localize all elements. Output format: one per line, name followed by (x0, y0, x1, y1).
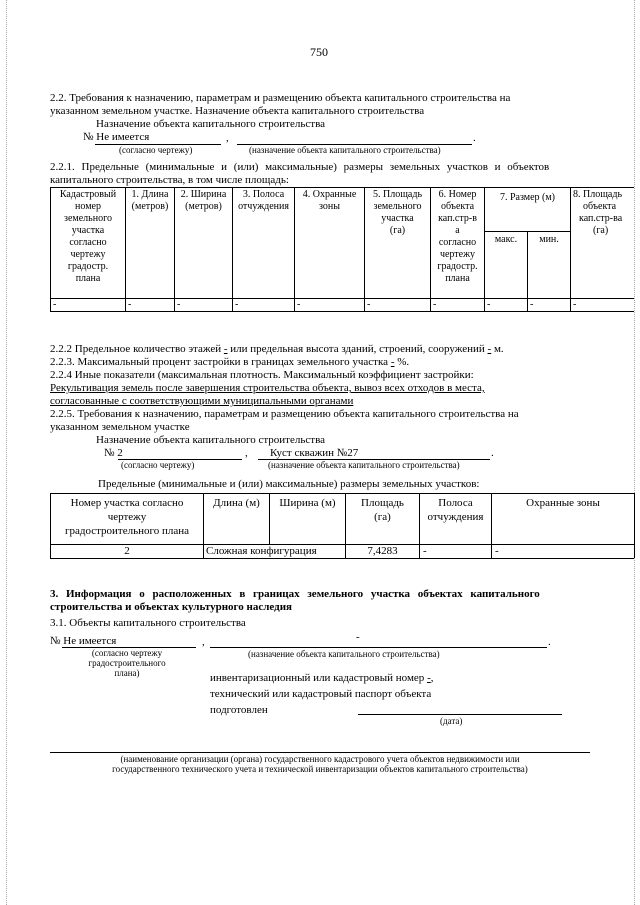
scan-edge-right (634, 0, 635, 905)
section-2-2-5-intro-line2: указанном земельном участке (50, 421, 190, 433)
table1-cell: - (128, 299, 132, 310)
table1-cell: - (177, 299, 181, 310)
table2-header-width (270, 496, 345, 510)
floors-value: - (223, 343, 228, 355)
section-3-objects-label: 3.1. Объекты капитального строительства (50, 617, 246, 629)
table1-cell: - (530, 299, 534, 310)
height-value: - (487, 343, 492, 355)
floors-text: 2.2.2 Предельное количество этажей (50, 343, 224, 355)
header-text: отчуждения (238, 201, 289, 212)
caption-text: (наименование организации (органа) государственного кадастрового учета объектов недвижимости или (120, 754, 520, 764)
header-text: участка (71, 225, 105, 236)
header-text: а (455, 225, 460, 236)
header-text: зоны (319, 201, 340, 212)
coverage-text: %. (394, 356, 410, 368)
header-text: чертежу (439, 249, 476, 260)
organization-underline (50, 752, 590, 753)
section-2-2-5-object-value: Куст скважин №27 (270, 447, 359, 459)
coverage-text: 2.2.3. Максимальный процент застройки в границах земельного участка (50, 356, 391, 368)
table1-col-line (484, 187, 485, 311)
table1-cell: - (433, 299, 437, 310)
header-text: кап.стр-в (438, 213, 477, 224)
section-3-middle-dash: - (356, 631, 360, 643)
caption-text: государственного технического учета и технической инвентаризации объектов капитального строительства) (112, 764, 528, 774)
header-text: (га) (389, 225, 406, 236)
floors-text: м. (491, 343, 504, 355)
header-text: земельного (373, 201, 422, 212)
header-text: 2. Ширина (180, 189, 227, 200)
section-2-2-5-number-value: № 2 (104, 447, 123, 459)
section-2-2-period: . (473, 132, 476, 144)
header-text: (метров) (131, 201, 169, 212)
header-text: 3. Полоса (242, 189, 285, 200)
table1-header-width (175, 189, 232, 213)
header-text: 1. Длина (131, 189, 169, 200)
table2-header-zones (492, 496, 634, 510)
header-text: чертежу (107, 511, 147, 523)
scan-edge-left (6, 0, 7, 905)
header-text: объекта (583, 201, 617, 212)
section-2-2-1-intro-line2: капитального строительства, в том числе площадь: (50, 174, 289, 186)
section-2-2-intro-line2: указанном земельном участке. Назначение объекта капитального строительства (50, 105, 425, 117)
recultivation-line-2: согласованные с соответствующими муниципальными органами (50, 395, 354, 407)
inventory-line (210, 672, 433, 685)
prepared-date-underline (358, 714, 562, 715)
table2-col-line (634, 493, 635, 558)
header-text: кап.стр-ва (579, 213, 623, 224)
table1-cell: - (367, 299, 371, 310)
section-3-caption-right: (назначение объекта капитального строительства) (248, 649, 440, 659)
section-2-2-comma: , (226, 132, 229, 144)
header-text: объекта (440, 201, 475, 212)
header-text: 5. Площадь (373, 189, 422, 200)
header-text: 8. Площадь (573, 189, 622, 200)
coverage-line (50, 356, 409, 369)
table1-cell: - (573, 299, 577, 310)
header-text: плана (75, 273, 101, 284)
table1-top-border (50, 187, 634, 188)
header-text: Охранные зоны (526, 497, 600, 509)
header-text: градостроительного плана (64, 525, 190, 537)
table2-header-number (51, 496, 203, 538)
section-3-heading-line2: строительства и объектах культурного наследия (50, 601, 293, 613)
section-2-2-caption-right: (назначение объекта капитального строительства) (249, 145, 441, 155)
recultivation-line-1: Рекультивация земель после завершения строительства объекта, вывоз всех отходов в места, (50, 382, 485, 394)
table2-cell-zones: - (495, 545, 499, 557)
section-2-2-intro-line1: 2.2. Требования к назначению, параметрам и размещению объекта капитального строительства на (50, 92, 511, 104)
table1-cell: - (235, 299, 239, 310)
header-text: Длина (м) (213, 497, 260, 509)
table2-header-length (204, 496, 269, 510)
table1-cell: - (297, 299, 301, 310)
table1-header-length (126, 189, 174, 213)
section-3-period: . (548, 636, 551, 648)
inventory-text: инвентаризационный или кадастровый номер (210, 672, 428, 684)
table1-cell: - (53, 299, 57, 310)
table1-header-strip (233, 189, 294, 213)
table2-cell-area: 7,4283 (367, 545, 398, 557)
section-2-2-5-comma: , (245, 447, 248, 459)
table1-header-object-area (571, 189, 634, 237)
coverage-value: - (390, 356, 395, 368)
table1-subheader-min: мин. (539, 234, 559, 245)
section-2-2-5-period: . (491, 447, 494, 459)
header-text: согласно (438, 237, 477, 248)
table2-top-border (50, 493, 634, 494)
header-text: 4. Охранные (302, 189, 357, 200)
header-text: Номер участка согласно (70, 497, 184, 509)
header-text: участка (381, 213, 414, 224)
floors-text: или предельная высота зданий, строений, сооружений (227, 343, 488, 355)
section-2-2-caption-left: (согласно чертежу) (119, 145, 193, 155)
header-text: (га) (374, 511, 391, 523)
header-text: Кадастровый (59, 189, 117, 200)
header-text: номер (75, 201, 101, 212)
section-2-2-5-caption-left: (согласно чертежу) (121, 460, 195, 470)
section-3-comma: , (202, 636, 205, 648)
caption-text: градостроительного (88, 658, 166, 668)
table1-bottom-border (50, 311, 634, 312)
table2-cell-strip: - (423, 545, 427, 557)
table1-cell: - (487, 299, 491, 310)
section-2-2-1-intro-line1: 2.2.1. Предельные (минимальные и (или) максимальные) размеры земельных участков и объектов (50, 161, 550, 173)
date-caption: (дата) (440, 716, 463, 726)
header-text: (га) (593, 225, 609, 236)
table1-header-cadastral (51, 189, 125, 285)
caption-text: плана) (114, 668, 140, 678)
organization-caption (50, 754, 590, 774)
section-2-2-5-caption-right: (назначение объекта капитального строительства) (268, 460, 460, 470)
section-2-2-5-intro-line1: 2.2.5. Требования к назначению, параметрам и размещению объекта капитального строительства на (50, 408, 519, 420)
caption-text: (согласно чертежу (91, 648, 163, 658)
header-text: согласно (69, 237, 107, 248)
table1-header-size (485, 192, 570, 204)
table1-subheader-max: макс. (494, 234, 518, 245)
table2-header-area (346, 496, 419, 524)
section-3-number-value: № Не имеется (50, 635, 117, 647)
table2-cell-configuration: Сложная конфигурация (206, 545, 317, 557)
table2-cell-number: 2 (124, 545, 130, 557)
section-2-2-purpose-label: Назначение объекта капитального строительства (96, 118, 326, 130)
header-text: градостр. (437, 261, 478, 272)
page-number: 750 (310, 45, 328, 59)
section-2-2-number-value: № Не имеется (83, 131, 150, 143)
header-text: земельного (64, 213, 112, 224)
section-3-purpose-underline (210, 647, 547, 648)
floors-line (50, 343, 504, 356)
prepared-label: подготовлен (210, 704, 268, 716)
section-2-2-5-sizes-label: Предельные (минимальные и (или) максимальные) размеры земельных участков: (98, 478, 480, 490)
table1-header-bottom (50, 298, 634, 299)
header-text: плана (445, 273, 470, 284)
table1-header-object-number (431, 189, 484, 285)
header-text: чертежу (70, 249, 106, 260)
header-text: (метров) (185, 201, 222, 212)
passport-line: технический или кадастровый паспорт объекта (210, 688, 432, 700)
header-text: градостр. (67, 261, 109, 272)
table2-bottom-border (50, 558, 634, 559)
header-text: Площадь (361, 497, 404, 509)
table1-header-area (365, 189, 430, 237)
header-text: отчуждения (427, 511, 484, 523)
header-text: 7. Размер (м) (499, 192, 556, 203)
inventory-text: , (430, 672, 434, 684)
section-3-heading-line1: 3. Информация о расположенных в границах земельного участка объектах капитального (50, 588, 540, 600)
header-text: Ширина (м) (279, 497, 336, 509)
table1-header-zones (295, 189, 364, 213)
section-3-caption-left (72, 648, 182, 678)
table2-header-strip (420, 496, 491, 524)
other-indicators-line: 2.2.4 Иные показатели (максимальная плотность. Максимальный коэффициент застройки: (50, 369, 474, 381)
section-2-2-5-purpose-label: Назначение объекта капитального строительства (96, 434, 326, 446)
header-text: 6. Номер (438, 189, 477, 200)
header-text: Полоса (438, 497, 473, 509)
inventory-value: - (427, 672, 431, 684)
